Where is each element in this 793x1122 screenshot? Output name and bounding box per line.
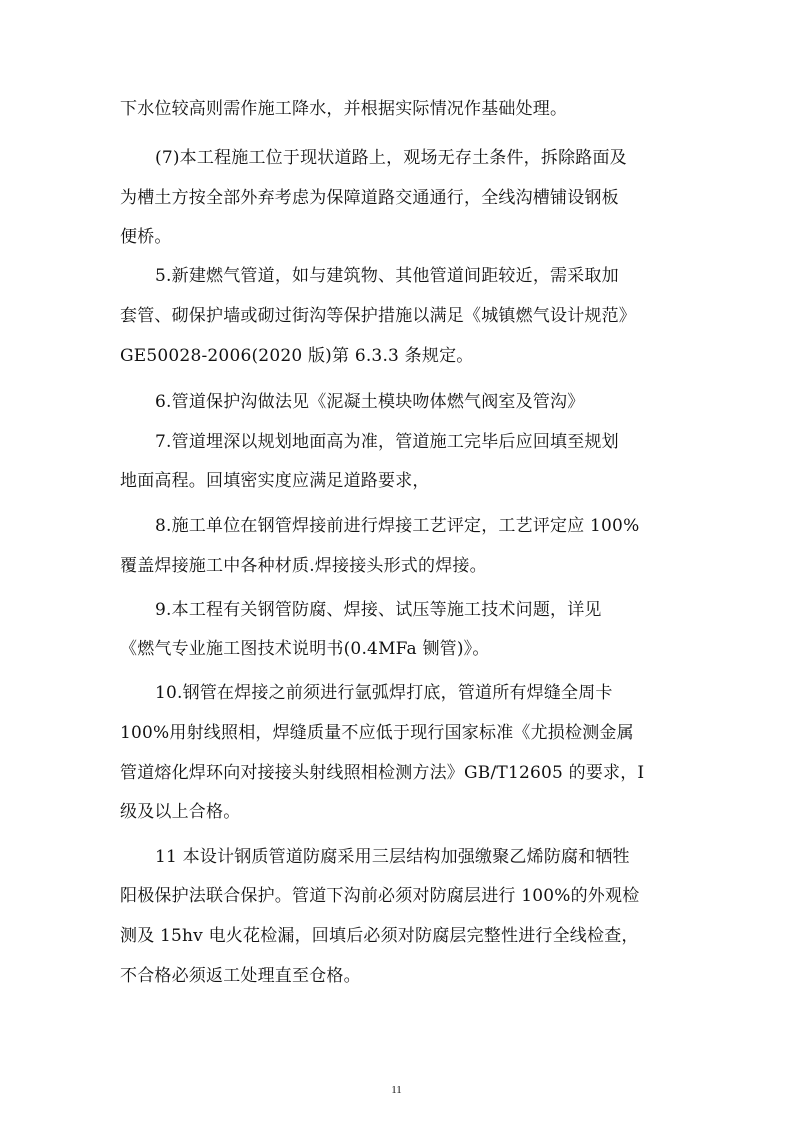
- text-line: 8.施工单位在钢管焊接前进行焊接工艺评定，工艺评定应 100%: [155, 516, 640, 536]
- text-line: 级及以上合格。: [120, 802, 241, 822]
- text-line: 覆盖焊接施工中各种材质.焊接接头形式的焊接。: [120, 556, 487, 576]
- text-line: 9.本工程有关钢管防腐、焊接、试压等施工技术问题，详见: [155, 600, 602, 620]
- text-line: 便桥。: [120, 227, 172, 247]
- text-line: 地面高程。回填密实度应满足道路要求，: [120, 471, 430, 491]
- page-number: 11: [391, 1084, 402, 1096]
- text-line: 为槽土方按全部外弃考虑为保障道路交通通行，全线沟槽铺设钢板: [120, 188, 619, 208]
- text-line: 10.钢管在焊接之前须进行氩弧焊打底，管道所有焊缝全周卡: [155, 683, 613, 703]
- text-line: 100%用射线照相，焊缝质量不应低于现行国家标准《尤损检测金属: [120, 723, 634, 743]
- text-line: 管道熔化焊环向对接接头射线照相检测方法》GB/T12605 的要求，I: [120, 763, 645, 783]
- text-line: 11 本设计钢质管道防腐采用三层结构加强缴聚乙烯防腐和牺牲: [155, 847, 630, 867]
- text-line: 下水位较高则需作施工降水，并根据实际情况作基础处理。: [120, 99, 568, 119]
- text-line: 测及 15hv 电火花检漏，回填后必须对防腐层完整性进行全线检查，: [120, 926, 639, 946]
- text-line: 《燃气专业施工图技术说明书(0.4MFa 铡管)》。: [120, 639, 490, 659]
- text-line: GE50028-2006(2020 版)第 6.3.3 条规定。: [120, 346, 474, 366]
- text-line: 阳极保护法联合保护。管道下沟前必须对防腐层进行 100%的外观检: [120, 886, 640, 906]
- text-line: 5.新建燃气管道，如与建筑物、其他管道间距较近，需采取加: [155, 266, 619, 286]
- text-line: 7.管道埋深以规划地面高为准，管道施工完毕后应回填至规划: [155, 432, 619, 452]
- text-line: (7)本工程施工位于现状道路上，观场无存土条件，拆除路面及: [155, 148, 627, 168]
- text-line: 6.管道保护沟做法见《泥凝土模块吻体燃气阀室及管沟》: [155, 392, 585, 412]
- text-line: 套管、砌保护墙或砌过街沟等保护措施以满足《城镇燃气设计规范》: [120, 306, 636, 326]
- text-line: 不合格必须返工处理直至仓格。: [120, 966, 361, 986]
